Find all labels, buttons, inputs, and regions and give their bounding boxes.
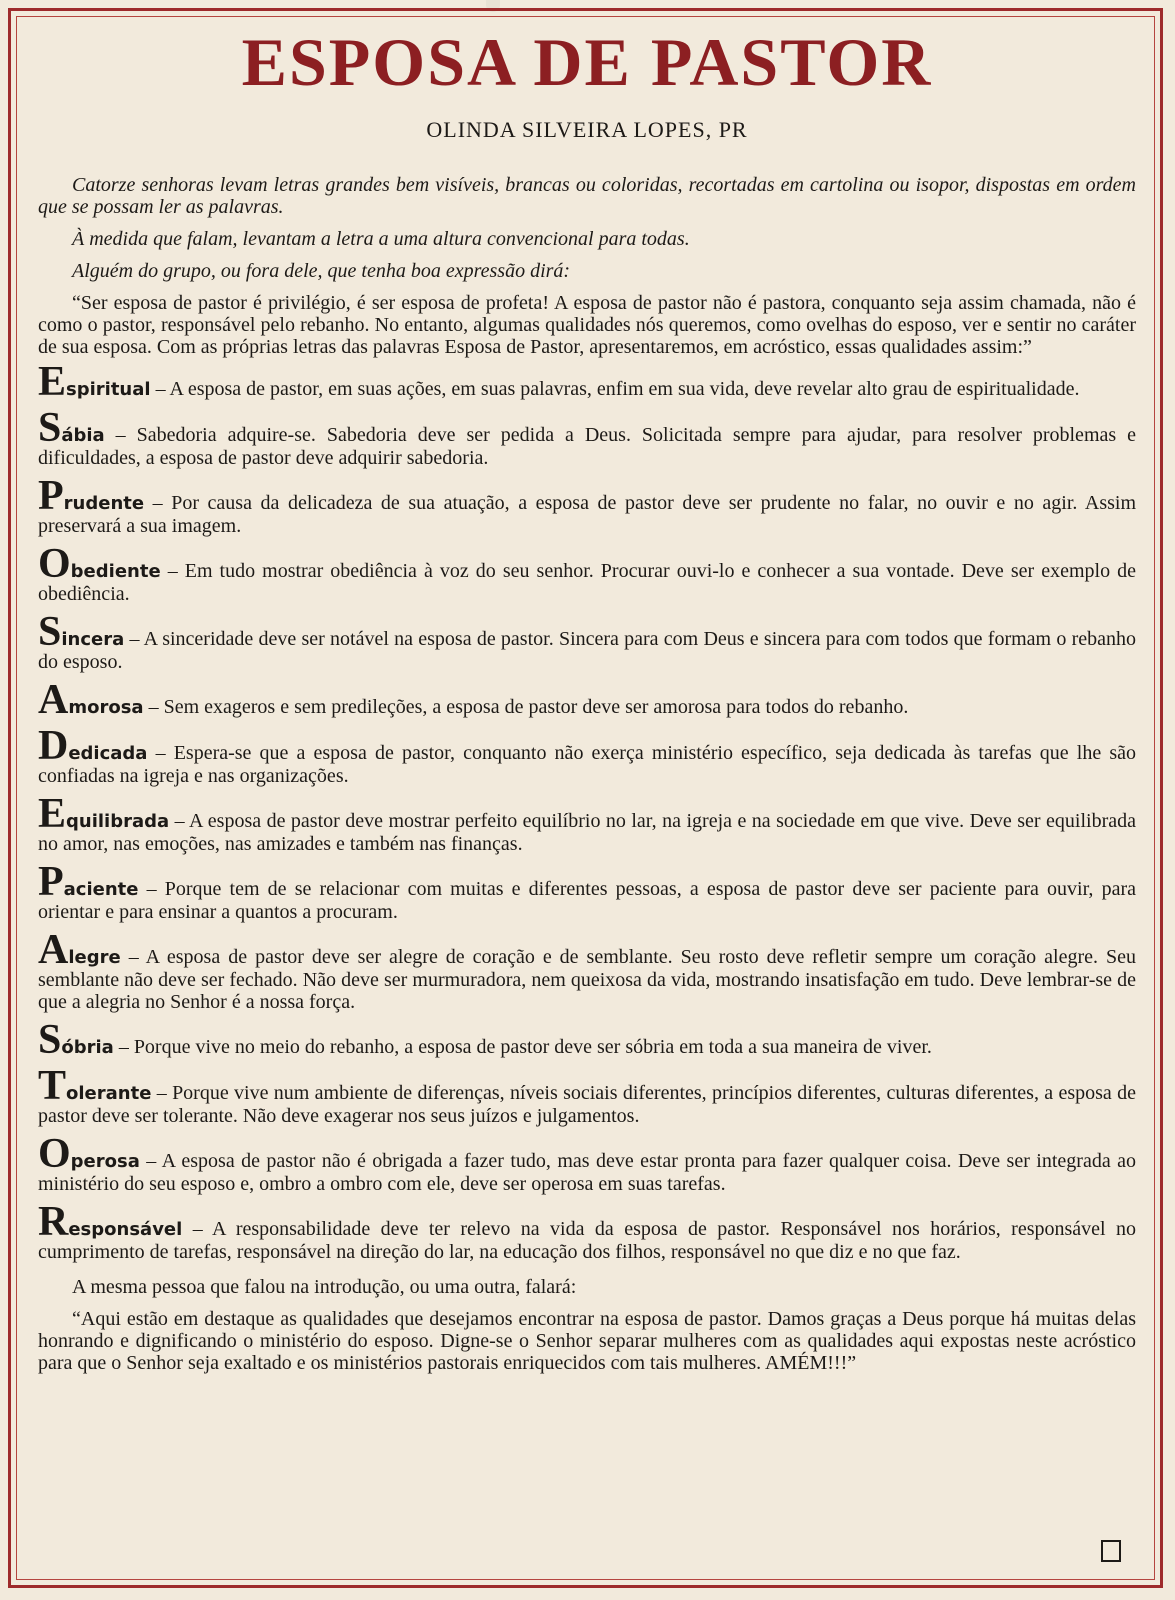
drop-letter: A [38, 927, 69, 973]
article-title: ESPOSA DE PASTOR [241, 24, 933, 100]
acrostic-entry-sabia [38, 405, 1136, 469]
acrostic-text: – Porque tem de se relacionar com muitas e diferentes pessoas, a esposa de pastor deve ser paciente para ouvir, para orientar e para ensinar a quantos a procuram. [38, 878, 1136, 923]
acrostic-word: morosa [68, 697, 144, 718]
drop-letter: P [38, 473, 64, 519]
article-author: OLINDA SILVEIRA LOPES, PR [426, 117, 748, 142]
acrostic-entry-obediente [38, 541, 1136, 605]
drop-letter: E [38, 359, 67, 405]
acrostic-word: perosa [70, 1151, 140, 1172]
acrostic-entry-sincera [38, 609, 1136, 673]
acrostic-text: – A sinceridade deve ser notável na esposa de pastor. Sincera para com Deus e sincera para com todos que formam o rebanho do esposo. [38, 628, 1136, 673]
acrostic-text: – Porque vive no meio do rebanho, a esposa de pastor deve ser sóbria em toda a sua maneira de viver. [113, 1036, 932, 1058]
closing-quote: “Aqui estão em destaque as qualidades que desejamos encontrar na esposa de pastor. Damos graças a Deus porque há muitas delas honrando e dignificando o ministério do esposo. Digne-se o Senhor separar mulheres com as qualidades aqui expostas neste acróstico para que o Senhor seja exaltado e os ministérios pastorais enriquecidos com tais mulheres. AMÉM!!!” [38, 1308, 1136, 1374]
acrostic-text: – A esposa de pastor deve ser alegre de coração e de semblante. Seu rosto deve refletir sempre um coração alegre. Seu semblante não deve ser fechado. Não deve ser murmuradora, nem queixosa da vida, mostrando insatisfação em tudo. Deve lembrar-se de que a alegria no Senhor é a nossa força. [38, 946, 1136, 1013]
drop-letter: S [38, 1017, 62, 1063]
drop-letter: O [38, 1131, 71, 1177]
acrostic-entry-dedicada [38, 723, 1136, 787]
acrostic-entry-prudente [38, 473, 1136, 537]
acrostic-entry-alegre [38, 927, 1136, 1013]
end-of-article-icon [1101, 1540, 1121, 1562]
drop-letter: O [38, 541, 71, 587]
acrostic-word: bediente [70, 561, 161, 582]
acrostic-entry-amorosa [38, 677, 1136, 723]
acrostic-entry-sobria [38, 1017, 1136, 1063]
acrostic-entry-equilibrada [38, 791, 1136, 855]
acrostic-text: – Espera-se que a esposa de pastor, conquanto não exerça ministério específico, seja dedicada às tarefas que lhe são confiadas na igreja e nas organizações. [38, 742, 1136, 787]
acrostic-text: – A esposa de pastor deve mostrar perfeito equilíbrio no lar, na igreja e na sociedade em que vive. Deve ser equilibrada no amor, nas emoções, nas amizades e também nas finanças. [38, 810, 1136, 855]
acrostic-text: – Por causa da delicadeza de sua atuação, a esposa de pastor deve ser prudente no falar, no ouvir e no agir. Assim preservará a sua imagem. [38, 492, 1136, 537]
acrostic-entry-tolerante [38, 1063, 1136, 1127]
intro-paragraph-2: À medida que falam, levantam a letra a uma altura convencional para todas. [72, 228, 690, 250]
drop-letter: P [38, 859, 64, 905]
drop-letter: A [38, 677, 69, 723]
acrostic-entry-espiritual [38, 359, 1136, 405]
closing-intro: A mesma pessoa que falou na introdução, ou uma outra, falará: [72, 1276, 577, 1298]
acrostic-text: – Sabedoria adquire-se. Sabedoria deve ser pedida a Deus. Solicitada sempre para ajudar, para resolver problemas e dificuldades, a esposa de pastor deve adquirir sabedoria. [38, 424, 1136, 469]
acrostic-word: ábia [61, 425, 105, 446]
acrostic-word: spiritual [66, 379, 151, 400]
acrostic-entry-responsavel [38, 1199, 1136, 1263]
acrostic-list [38, 359, 1136, 1263]
drop-letter: R [38, 1199, 69, 1245]
acrostic-word: esponsável [68, 1219, 183, 1240]
drop-letter: T [38, 1063, 67, 1109]
drop-letter: D [38, 723, 69, 769]
acrostic-text: – Em tudo mostrar obediência à voz do seu senhor. Procurar ouvi-lo e conhecer a sua vontade. Deve ser exemplo de obediência. [38, 560, 1136, 605]
acrostic-text: – Porque vive num ambiente de diferenças, níveis sociais diferentes, princípios diferentes, culturas diferentes, a esposa de pastor deve ser tolerante. Não deve exagerar nos seus juízos e julgamentos. [38, 1082, 1136, 1127]
drop-letter: S [38, 405, 62, 451]
intro-paragraph-1: Catorze senhoras levam letras grandes bem visíveis, brancas ou coloridas, recortadas em cartolina ou isopor, dispostas em ordem que se possam ler as palavras. [38, 174, 1136, 218]
drop-letter: E [38, 791, 67, 837]
acrostic-word: olerante [66, 1083, 152, 1104]
acrostic-text: – A responsabilidade deve ter relevo na vida da esposa de pastor. Responsável nos horários, responsável no cumprimento de tarefas, responsável na direção do lar, na educação dos filhos, responsável no que diz e no que faz. [38, 1218, 1136, 1263]
article [38, 20, 1136, 1384]
acrostic-text: – Sem exageros e sem predileções, a esposa de pastor deve ser amorosa para todos do rebanho. [143, 696, 909, 718]
acrostic-entry-paciente [38, 859, 1136, 923]
acrostic-word: aciente [63, 879, 139, 900]
intro-paragraph-3: Alguém do grupo, ou fora dele, que tenha boa expressão dirá: [72, 260, 571, 282]
acrostic-word: legre [68, 947, 121, 968]
opening-quote: “Ser esposa de pastor é privilégio, é ser esposa de profeta! A esposa de pastor não é pastora, conquanto seja assim chamada, não é como o pastor, responsável pelo rebanho. No entanto, algumas qualidades nós queremos, como ovelhas do esposo, ver e sentir no caráter de sua esposa. Com as próprias letras das palavras Esposa de Pastor, apresentaremos, em acróstico, essas qualidades assim:” [38, 292, 1136, 358]
acrostic-word: óbria [61, 1037, 114, 1058]
acrostic-text: – A esposa de pastor, em suas ações, em suas palavras, enfim em sua vida, deve revelar alto grau de espiritualidade. [150, 378, 1080, 400]
drop-letter: S [38, 609, 62, 655]
acrostic-text: – A esposa de pastor não é obrigada a fazer tudo, mas deve estar pronta para fazer qualquer coisa. Deve ser integrada ao ministério do seu esposo e, ombro a ombro com ele, deve ser operosa em suas tarefas. [38, 1150, 1136, 1195]
acrostic-word: edicada [68, 743, 148, 764]
acrostic-word: quilibrada [66, 811, 170, 832]
acrostic-word: rudente [63, 493, 145, 514]
acrostic-word: incera [61, 629, 125, 650]
acrostic-entry-operosa [38, 1131, 1136, 1195]
